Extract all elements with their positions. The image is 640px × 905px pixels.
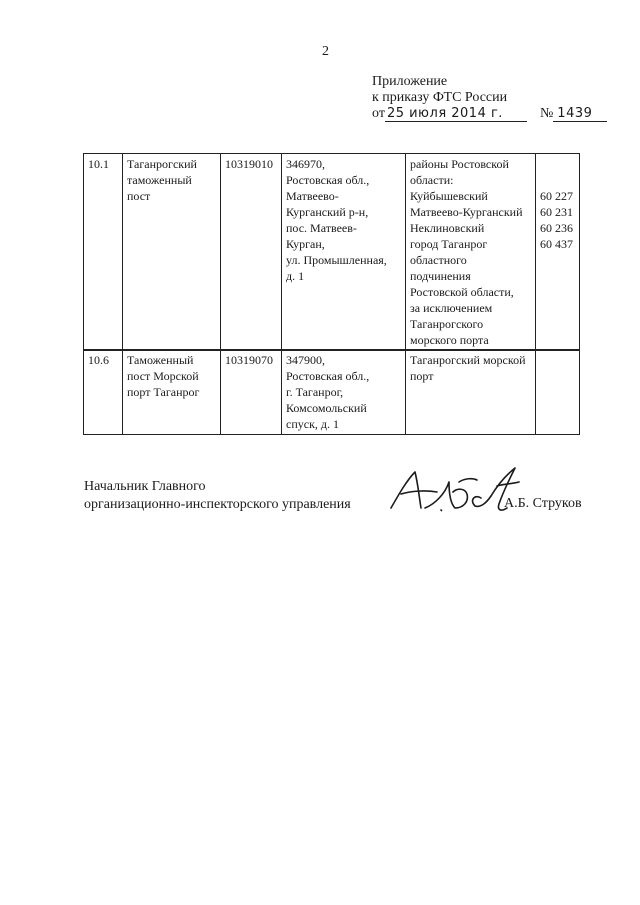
okato-code: 60 236 (540, 221, 573, 235)
customs-post-name (123, 154, 221, 351)
address-line: д. 1 (286, 269, 305, 283)
okato-codes (536, 350, 580, 435)
okato-code: 60 227 (540, 189, 573, 203)
address-line: г. Таганрог, (286, 385, 344, 399)
address-line: Ростовская обл., (286, 369, 370, 383)
address-line: ул. Промышленная, (286, 253, 387, 267)
signature-stroke (425, 482, 467, 508)
okato-codes (536, 154, 580, 351)
address-line: Комсомольский (286, 401, 367, 415)
address-line: пос. Матвеев- (286, 221, 357, 235)
address-line: 347900, (286, 353, 325, 367)
region-line: Таганрогский морской (410, 353, 526, 367)
date-prefix: от (372, 106, 385, 121)
region-line: Таганрогского (410, 317, 484, 331)
row-index: 10.1 (84, 154, 123, 351)
name-line: пост Морской (127, 369, 199, 383)
address-line: Ростовская обл., (286, 173, 370, 187)
appendix-date-line (372, 106, 607, 122)
page-number: 2 (322, 44, 329, 59)
customs-table-part-2 (83, 349, 580, 435)
handwritten-signature (385, 464, 535, 522)
region-line: Ростовской области, (410, 285, 514, 299)
address-line: Курган, (286, 237, 325, 251)
signatory-title-line: организационно-инспекторского управления (84, 497, 351, 512)
number-prefix: № (539, 106, 554, 121)
region-line: порт (410, 369, 434, 383)
table-row (84, 350, 580, 435)
order-date: 25 июля 2014 г. (385, 106, 527, 122)
customs-post-address (282, 350, 406, 435)
region-line: Матвеево-Курганский (410, 205, 523, 219)
region-line: областного (410, 253, 467, 267)
signature-stroke (441, 510, 442, 511)
region-line: город Таганрог (410, 237, 488, 251)
name-line: Таганрогский (127, 157, 197, 171)
address-line: 346970, (286, 157, 325, 171)
region-line: подчинения (410, 269, 471, 283)
region-line: Куйбышевский (410, 189, 488, 203)
region-of-activity (406, 154, 536, 351)
region-line: за исключением (410, 301, 493, 315)
order-number: 1439 (553, 106, 607, 122)
customs-post-address (282, 154, 406, 351)
customs-post-name (123, 350, 221, 435)
region-line: Неклиновский (410, 221, 485, 235)
region-of-activity (406, 350, 536, 435)
customs-post-code: 10319010 (221, 154, 282, 351)
name-line: таможенный (127, 173, 192, 187)
region-line: районы Ростовской (410, 157, 509, 171)
signatory-title-line: Начальник Главного (84, 479, 206, 494)
row-index: 10.6 (84, 350, 123, 435)
customs-post-code: 10319070 (221, 350, 282, 435)
customs-table-part-1 (83, 153, 580, 351)
appendix-order-reference: к приказу ФТС России (372, 90, 508, 105)
name-line: Таможенный (127, 353, 194, 367)
address-line: Курганский р-н, (286, 205, 369, 219)
signature-stroke (473, 496, 491, 506)
address-line: спуск, д. 1 (286, 417, 340, 431)
region-line: области: (410, 173, 454, 187)
address-line: Матвеево- (286, 189, 339, 203)
signature-stroke (391, 472, 421, 508)
okato-code: 60 231 (540, 205, 573, 219)
signatory-name: А.Б. Струков (504, 496, 582, 511)
appendix-header (372, 74, 607, 122)
signatory-title (84, 478, 351, 514)
signature-stroke (459, 479, 477, 482)
okato-code: 60 437 (540, 237, 573, 251)
table-row (84, 154, 580, 351)
name-line: пост (127, 189, 151, 203)
appendix-title: Приложение (372, 74, 448, 89)
region-line: морского порта (410, 333, 489, 347)
name-line: порт Таганрог (127, 385, 200, 399)
